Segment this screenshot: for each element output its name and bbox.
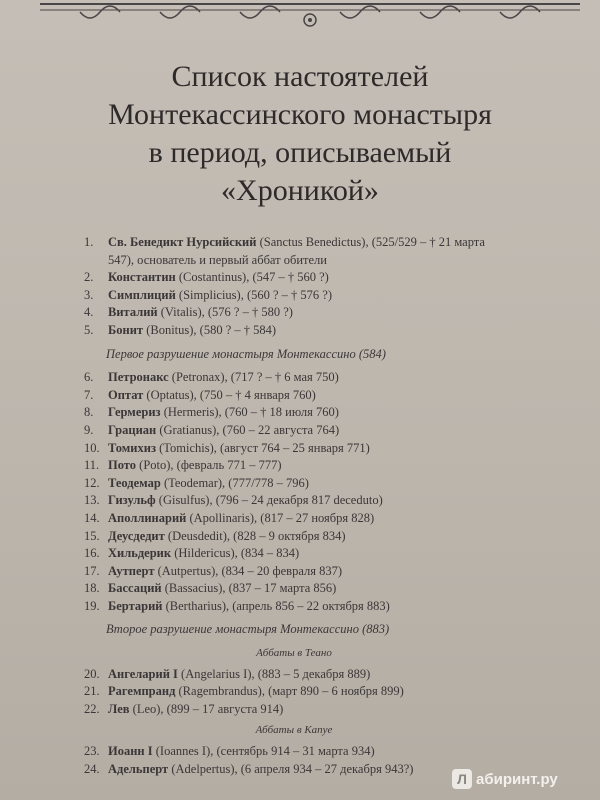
abbot-details: (Optatus), (750 – † 4 января 760) bbox=[143, 387, 316, 402]
abbot-details: (Autpertus), (834 – 20 февраля 837) bbox=[154, 563, 343, 578]
entry-text bbox=[108, 304, 504, 322]
entry-number: 21. bbox=[84, 684, 100, 699]
abbot-details: (Simplicius), (560 ? – † 576 ?) bbox=[175, 287, 333, 302]
abbot-name: Хильдерик bbox=[108, 546, 172, 561]
entry-number: 12. bbox=[84, 475, 100, 490]
title-line-3: в период, описываемый bbox=[148, 136, 452, 169]
abbot-details: (Teodemar), (777/778 – 796) bbox=[160, 475, 309, 490]
abbot-entry bbox=[84, 743, 504, 761]
abbot-group-early bbox=[84, 234, 504, 340]
abbot-details: (Ioannes I), (сентябрь 914 – 31 марта 934) bbox=[152, 744, 375, 759]
abbot-details: (Angelarius I), (883 – 5 декабря 889) bbox=[177, 666, 371, 681]
abbot-name: Лев bbox=[108, 701, 130, 716]
abbot-details: (Bertharius), (апрель 856 – 22 октября 883) bbox=[162, 598, 390, 613]
entry-number: 6. bbox=[84, 370, 94, 385]
abbot-details: (Deusdedit), (828 – 9 октября 834) bbox=[164, 528, 346, 543]
abbot-name: Бассаций bbox=[108, 581, 162, 596]
entry-text bbox=[108, 457, 504, 475]
abbot-details: (Apollinaris), (817 – 27 ноября 828) bbox=[186, 510, 375, 525]
entry-number: 8. bbox=[84, 405, 94, 420]
entry-text bbox=[108, 387, 504, 405]
entry-text bbox=[108, 666, 504, 684]
entry-number: 13. bbox=[84, 493, 100, 508]
abbot-details: (Sanctus Benedictus), (525/529 – † 21 марта 547), основатель и первый аббат обители bbox=[108, 235, 485, 267]
entry-text bbox=[108, 701, 504, 719]
entry-number: 17. bbox=[84, 563, 100, 578]
abbot-entry bbox=[84, 287, 504, 305]
abbot-entry bbox=[84, 580, 504, 598]
entry-number: 15. bbox=[84, 528, 100, 543]
entry-text bbox=[108, 510, 504, 528]
abbot-entry bbox=[84, 304, 504, 322]
title-line-1: Список настоятелей bbox=[171, 60, 429, 93]
abbot-entry bbox=[84, 475, 504, 493]
entry-text bbox=[108, 287, 504, 305]
abbot-entry bbox=[84, 510, 504, 528]
entry-text bbox=[108, 563, 504, 581]
abbot-entry bbox=[84, 457, 504, 475]
abbot-name: Пото bbox=[108, 458, 137, 473]
entry-text bbox=[108, 322, 504, 340]
abbot-details: (Tomichis), (август 764 – 25 января 771) bbox=[155, 440, 370, 455]
abbot-entry bbox=[84, 761, 504, 779]
abbot-entry bbox=[84, 666, 504, 684]
abbot-details: (Gisulfus), (796 – 24 декабря 817 deceduto) bbox=[155, 493, 383, 508]
title-line-2: Монтекассинского монастыря bbox=[108, 98, 492, 131]
abbot-entry bbox=[84, 422, 504, 440]
abbot-details: (Adelpertus), (6 апреля 934 – 27 декабря 943?) bbox=[168, 761, 414, 776]
abbot-details: (Ragembrandus), (март 890 – 6 ноября 899) bbox=[175, 684, 404, 699]
entry-number: 24. bbox=[84, 761, 100, 776]
labirint-logo-icon: Л bbox=[452, 769, 472, 789]
entry-text bbox=[108, 761, 504, 779]
abbot-entry bbox=[84, 369, 504, 387]
entry-number: 2. bbox=[84, 270, 94, 285]
abbot-name: Томихиз bbox=[108, 440, 156, 455]
decorative-ornament-border bbox=[40, 0, 580, 34]
entry-number: 16. bbox=[84, 546, 100, 561]
entry-text bbox=[108, 492, 504, 510]
abbot-details: (Poto), (февраль 771 – 777) bbox=[136, 458, 282, 473]
abbot-entry bbox=[84, 701, 504, 719]
abbot-group-restored bbox=[84, 369, 504, 615]
abbot-group-teano bbox=[84, 666, 504, 719]
entry-number: 11. bbox=[84, 458, 100, 473]
abbot-name: Ангеларий I bbox=[108, 666, 178, 681]
entry-number: 18. bbox=[84, 581, 100, 596]
abbot-name: Бонит bbox=[108, 322, 144, 337]
abbot-details: (Hildericus), (834 – 834) bbox=[171, 546, 300, 561]
abbot-entry bbox=[84, 322, 504, 340]
abbot-entry bbox=[84, 545, 504, 563]
entry-text bbox=[108, 545, 504, 563]
entry-text bbox=[108, 683, 504, 701]
section-heading-text: Второе разрушение монастыря Монтекассино bbox=[106, 622, 359, 637]
abbot-name: Св. Бенедикт Нурсийский bbox=[108, 235, 257, 249]
abbot-entry bbox=[84, 598, 504, 616]
entry-number: 19. bbox=[84, 598, 100, 613]
section-heading-second-destruction bbox=[84, 621, 504, 639]
abbot-name: Аполлинарий bbox=[108, 510, 187, 525]
abbot-details: (Costantinus), (547 – † 560 ?) bbox=[175, 270, 329, 285]
abbot-details: (Hermeris), (760 – † 18 июля 760) bbox=[160, 405, 339, 420]
abbot-name: Грациан bbox=[108, 422, 157, 437]
abbot-list bbox=[84, 234, 504, 778]
abbot-entry bbox=[84, 683, 504, 701]
abbot-name: Гермериз bbox=[108, 405, 161, 420]
subheading-teano: Аббаты в Теано bbox=[256, 647, 332, 660]
title-line-4: «Хроникой» bbox=[221, 174, 379, 207]
abbot-details: (Gratianus), (760 – 22 августа 764) bbox=[156, 422, 340, 437]
abbot-name: Деусдедит bbox=[108, 528, 165, 543]
entry-number: 9. bbox=[84, 422, 94, 437]
abbot-name: Рагемпранд bbox=[108, 684, 176, 699]
entry-number: 1. bbox=[84, 235, 94, 249]
section-heading-year: (883) bbox=[358, 622, 390, 637]
abbot-entry bbox=[84, 269, 504, 287]
abbot-entry bbox=[84, 387, 504, 405]
abbot-name: Оптат bbox=[108, 387, 144, 402]
entry-text bbox=[108, 598, 504, 616]
entry-text bbox=[108, 580, 504, 598]
abbot-details: (Leo), (899 – 17 августа 914) bbox=[129, 701, 284, 716]
section-heading-text: Первое разрушение монастыря Монтекассино bbox=[106, 346, 356, 361]
abbot-entry bbox=[84, 404, 504, 422]
entry-text bbox=[108, 269, 504, 287]
abbot-details: (Petronax), (717 ? – † 6 мая 750) bbox=[168, 370, 339, 385]
entry-number: 14. bbox=[84, 510, 100, 525]
abbot-name: Теодемар bbox=[108, 475, 161, 490]
abbot-entry bbox=[84, 440, 504, 458]
subheading-capua: Аббаты в Капуе bbox=[255, 724, 333, 737]
entry-number: 5. bbox=[84, 322, 94, 337]
abbot-name: Бертарий bbox=[108, 598, 163, 613]
entry-text bbox=[108, 528, 504, 546]
entry-text bbox=[108, 743, 504, 761]
entry-text bbox=[108, 440, 504, 458]
section-heading-year: (584) bbox=[355, 346, 386, 361]
labirint-watermark bbox=[452, 766, 600, 792]
section-heading-first-destruction bbox=[84, 346, 504, 364]
abbot-name: Аутперт bbox=[108, 563, 155, 578]
entry-text bbox=[108, 234, 504, 269]
abbot-name: Петронакс bbox=[108, 370, 169, 385]
abbot-entry bbox=[84, 234, 504, 269]
page-title bbox=[60, 58, 540, 210]
abbot-entry bbox=[84, 563, 504, 581]
abbot-name: Константин bbox=[108, 270, 176, 285]
entry-number: 4. bbox=[84, 305, 94, 320]
abbot-details: (Bonitus), (580 ? – † 584) bbox=[143, 322, 277, 337]
entry-number: 10. bbox=[84, 440, 100, 455]
entry-number: 22. bbox=[84, 701, 100, 716]
entry-number: 7. bbox=[84, 387, 94, 402]
entry-text bbox=[108, 475, 504, 493]
abbot-group-capua bbox=[84, 743, 504, 778]
entry-number: 23. bbox=[84, 744, 100, 759]
abbot-details: (Vitalis), (576 ? – † 580 ?) bbox=[157, 305, 293, 320]
entry-number: 20. bbox=[84, 666, 100, 681]
watermark-text: абиринт.ру bbox=[476, 770, 558, 788]
abbot-name: Гизульф bbox=[108, 493, 156, 508]
abbot-entry bbox=[84, 492, 504, 510]
abbot-name: Виталий bbox=[108, 305, 158, 320]
entry-text bbox=[108, 369, 504, 387]
abbot-name: Симплиций bbox=[108, 287, 176, 302]
abbot-name: Иоанн I bbox=[108, 744, 153, 759]
entry-number: 3. bbox=[84, 287, 94, 302]
entry-text bbox=[108, 422, 504, 440]
abbot-details: (Bassacius), (837 – 17 марта 856) bbox=[161, 581, 337, 596]
abbot-entry bbox=[84, 528, 504, 546]
abbot-name: Адельперт bbox=[108, 761, 169, 776]
entry-text bbox=[108, 404, 504, 422]
